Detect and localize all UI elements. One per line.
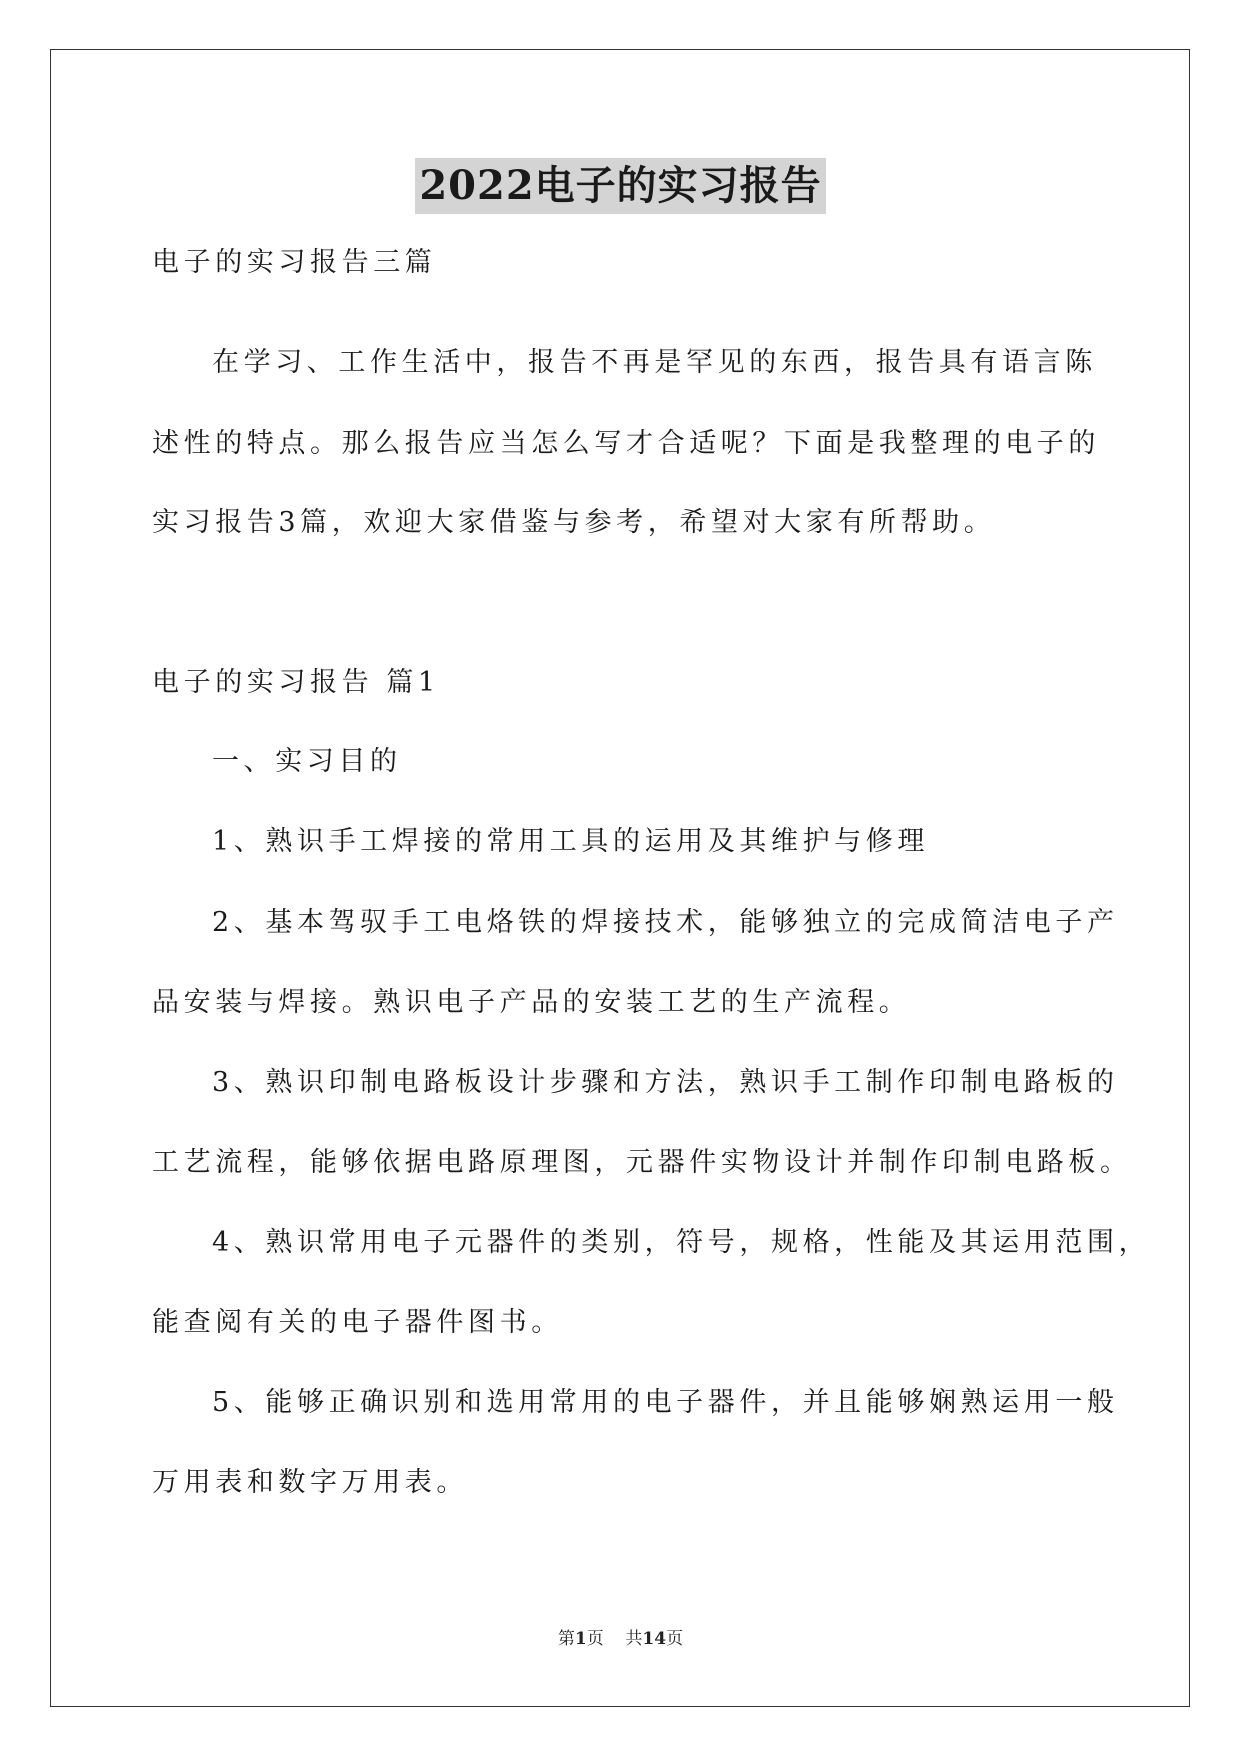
total-pages: 14 [642,1629,667,1649]
section-heading: 电子的实习报告 篇1 [152,667,440,698]
list-item-3-cont: 工艺流程，能够依据电路原理图，元器件实物设计并制作印制电路板。 [152,1147,1132,1178]
intro-line-2: 述性的特点。那么报告应当怎么写才合适呢？下面是我整理的电子的 [152,428,1100,459]
list-item-5: 5、能够正确识别和选用常用的电子器件，并且能够娴熟运用一般 [212,1387,1119,1418]
page-suffix: 页 [586,1629,604,1649]
list-item-2-cont: 品安装与焊接。熟识电子产品的安装工艺的生产流程。 [152,987,911,1018]
title-container [0,158,1241,214]
total-prefix: 共 [625,1629,643,1649]
list-item-3: 3、熟识印制电路板设计步骤和方法，熟识手工制作印制电路板的 [212,1067,1119,1098]
intro-line-1: 在学习、工作生活中，报告不再是罕见的东西，报告具有语言陈 [212,347,1097,378]
list-item-2: 2、基本驾驭手工电烙铁的焊接技术，能够独立的完成简洁电子产 [212,907,1119,938]
list-item-1: 1、熟识手工焊接的常用工具的运用及其维护与修理 [212,826,929,857]
list-item-5-cont: 万用表和数字万用表。 [152,1467,468,1498]
list-item-4-cont: 能查阅有关的电子器件图书。 [152,1307,563,1338]
document-title: 2022电子的实习报告 [415,158,825,214]
objective-heading: 一、实习目的 [212,746,402,777]
page-footer [0,1627,1241,1651]
total-suffix: 页 [666,1629,684,1649]
list-item-4: 4、熟识常用电子元器件的类别，符号，规格，性能及其运用范围， [212,1227,1151,1258]
page-border [50,49,1190,1707]
intro-line-3: 实习报告3篇，欢迎大家借鉴与参考，希望对大家有所帮助。 [152,507,996,538]
page-number: 1 [574,1629,587,1649]
page-prefix: 第 [557,1629,575,1649]
subtitle: 电子的实习报告三篇 [152,247,437,278]
